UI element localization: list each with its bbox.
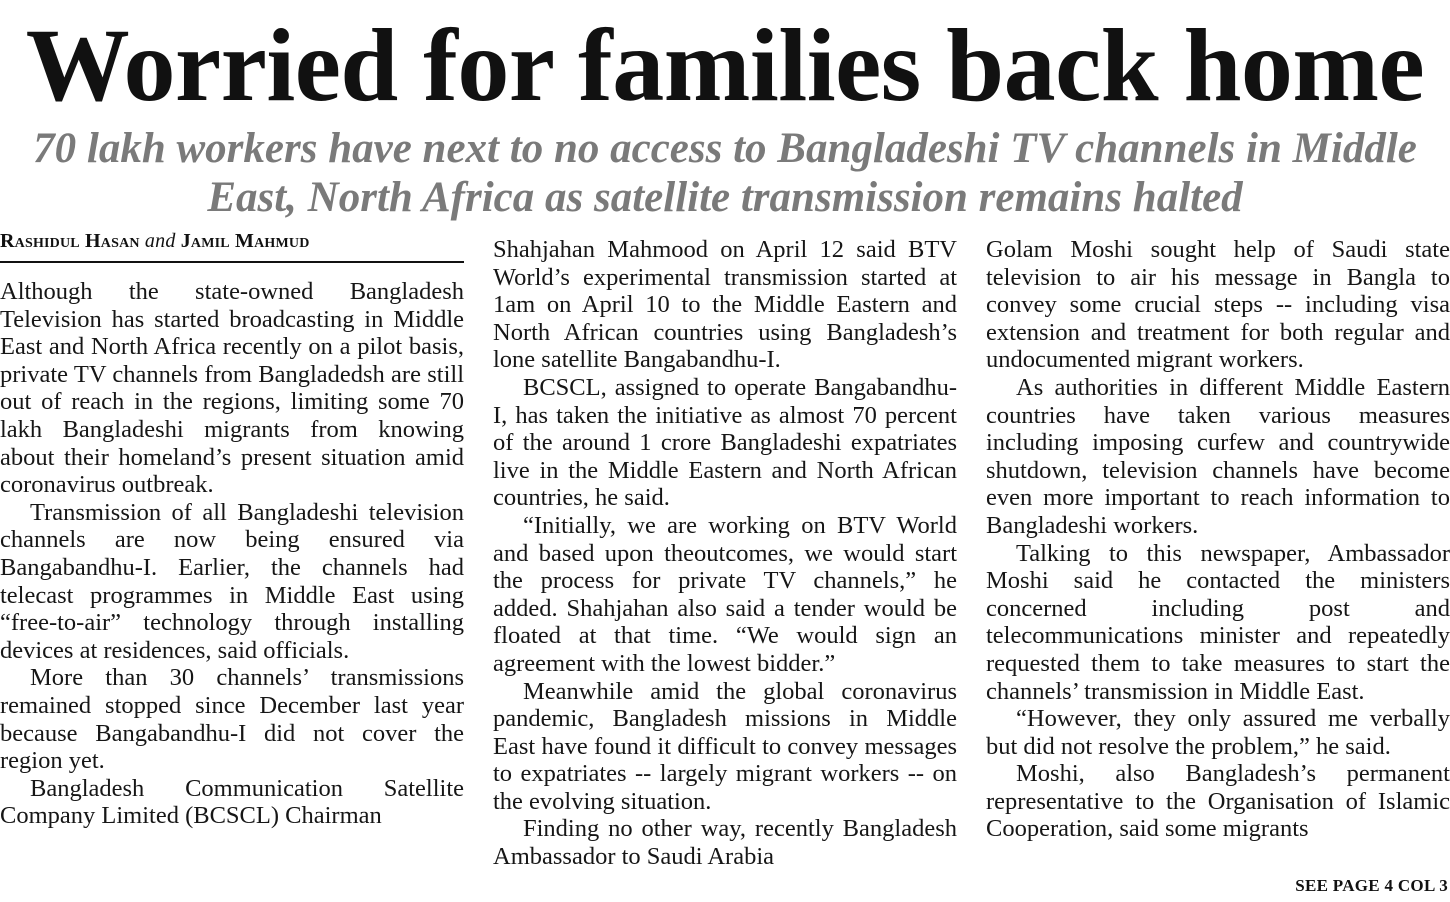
deck-subheadline: 70 lakh workers have next to no access to Bangladeshi TV channels in Middle East, North Africa as satellite transmission remains halted [33, 125, 1417, 221]
paragraph: Finding no other way, recently Bangladesh Ambassador to Saudi Arabia [493, 815, 957, 871]
paragraph: More than 30 channels’ transmissions remained stopped since December last year because Bangabandhu-I did not cover the region yet. [0, 664, 464, 775]
article-column-1 [0, 278, 464, 830]
article-column-2 [493, 236, 957, 871]
paragraph: Talking to this newspaper, Ambassador Moshi said he contacted the ministers concerned including post and telecommunications minister and repeatedly requested them to take measures to start the channels’ transmission in Middle East. [986, 539, 1450, 705]
paragraph: BCSCL, assigned to operate Bangabandhu-I, has taken the initiative as almost 70 percent of the around 1 crore Bangladeshi expatriates live in the Middle Eastern and North African countries, he said. [493, 373, 957, 512]
paragraph: Meanwhile amid the global coronavirus pandemic, Bangladesh missions in Middle East have found it difficult to convey messages to expatriates -- largely migrant workers -- on the evolving situation. [493, 677, 957, 815]
paragraph: Shahjahan Mahmood on April 12 said BTV World’s experimental transmission started at 1am on April 10 to the Middle Eastern and North African countries using Bangladesh’s lone satellite Bangabandhu-I. [493, 236, 957, 374]
paragraph: “Initially, we are working on BTV World and based upon theoutcomes, we would start the process for private TV channels,” he added. Shahjahan also said a tender would be floated at that time. “We would sign an agreement with the lowest bidder.” [493, 511, 957, 677]
paragraph: Golam Moshi sought help of Saudi state television to air his message in Bangla to convey some crucial steps -- including visa extension and treatment for both regular and undocumented migrant workers. [986, 236, 1450, 374]
jump-line: SEE PAGE 4 COL 3 [1295, 876, 1448, 895]
author-name: Rashidul Hasan [0, 230, 140, 252]
paragraph: Transmission of all Bangladeshi television channels are now being ensured via Bangabandhu-I. Earlier, the channels had telecast programmes in Middle East using “free-to-air” technology through installing devices at residences, said officials. [0, 498, 464, 664]
paragraph: Although the state-owned Bangladesh Television has started broadcasting in Middle East and North Africa recently on a pilot basis, private TV channels from Bangladedsh are still out of reach in the regions, limiting some 70 lakh Bangladeshi migrants from knowing about their homeland’s present situation amid coronavirus outbreak. [0, 278, 464, 499]
paragraph: As authorities in different Middle Eastern countries have taken various measures including imposing curfew and countrywide shutdown, television channels have become even more important to reach information to Bangladeshi workers. [986, 373, 1450, 539]
author-name: Jamil Mahmud [180, 230, 310, 252]
paragraph: “However, they only assured me verbally but did not resolve the problem,” he said. [986, 705, 1450, 760]
paragraph: Bangladesh Communication Satellite Company Limited (BCSCL) Chairman [0, 774, 464, 830]
article-column-3 [986, 236, 1450, 843]
byline [0, 230, 464, 263]
paragraph: Moshi, also Bangladesh’s permanent representative to the Organisation of Islamic Cooperation, said some migrants [986, 760, 1450, 843]
byline-conjunction: and [144, 230, 176, 252]
headline: Worried for families back home [25, 8, 1425, 123]
